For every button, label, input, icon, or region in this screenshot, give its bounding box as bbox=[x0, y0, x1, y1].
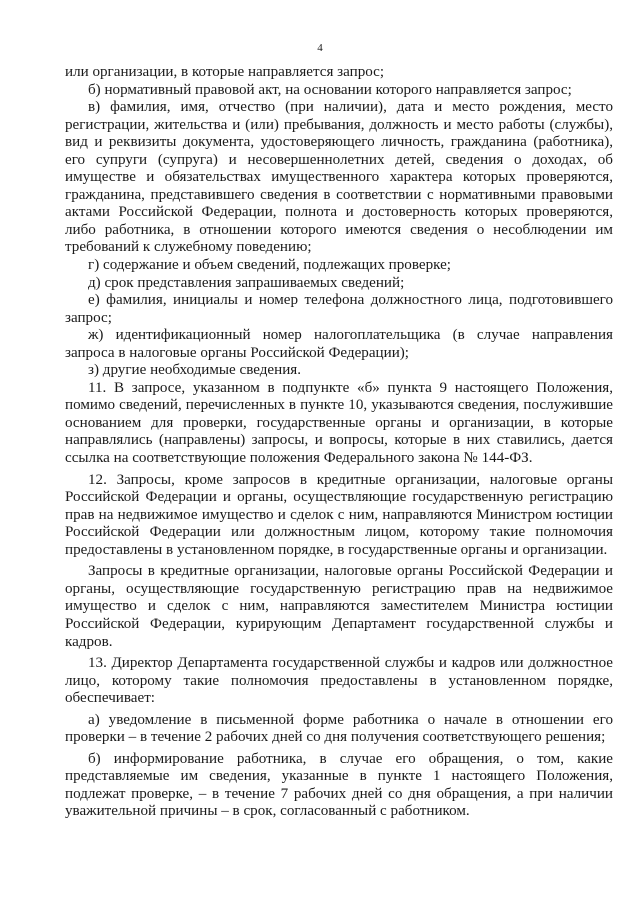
paragraph-item-z: з) другие необходимые сведения. bbox=[88, 362, 301, 379]
paragraph-item-e: е) фамилия, инициалы и номер телефона должностного лица, подготовившего запрос; bbox=[65, 292, 613, 326]
paragraph-item-g: г) содержание и объем сведений, подлежащих проверке; bbox=[88, 257, 451, 274]
paragraph-item-b: б) нормативный правовой акт, на основании которого направляется запрос; bbox=[88, 81, 572, 98]
paragraph-section-11: 11. В запросе, указанном в подпункте «б» пункта 9 настоящего Положения, помимо сведений, перечисленных в пункте 10, указываются сведения, послужившие основанием для проверки, государственные органы и организации, в которые направлялись (направлены) запросы, и вопросы, которые в них ставились, дается ссылка на соответствующие положения Федерального закона № 144-ФЗ. bbox=[65, 379, 613, 467]
page-number: 4 bbox=[317, 42, 323, 54]
paragraph-section-13-item-b: б) информирование работника, в случае его обращения, о том, какие представляемые им сведения, указанные в пункте 1 настоящего Положения, подлежат проверке, – в течение 7 рабочих дней со дня обращения, а при наличии уважительной причины – в срок, согласованный с работником. bbox=[65, 750, 613, 820]
paragraph-section-13-item-a: а) уведомление в письменной форме работника о начале в отношении его проверки – в течение 2 рабочих дней со дня получения соответствующего решения; bbox=[65, 711, 613, 746]
paragraph-section-12: 12. Запросы, кроме запросов в кредитные организации, налоговые органы Российской Федерации и органы, осуществляющие государственную регистрацию прав на недвижимое имущество и сделок с ним, направляются Министром юстиции Российской Федерации или должностным лицом, которому такие полномочия предоставлены в установленном порядке, в государственные органы и организации. bbox=[65, 471, 613, 558]
paragraph-item-d: д) срок представления запрашиваемых сведений; bbox=[88, 274, 405, 291]
document-body bbox=[65, 64, 613, 821]
paragraph-section-12-continued: Запросы в кредитные организации, налоговые органы Российской Федерации и органы, осуществляющие государственную регистрацию прав на недвижимое имущество и сделок с ним, направляются заместителем Министра юстиции Российской Федерации, курирующим Департамент государственной службы и кадров. bbox=[65, 563, 613, 650]
paragraph-item-zh: ж) идентификационный номер налогоплательщика (в случае направления запроса в налоговые органы Российской Федерации); bbox=[65, 327, 613, 361]
paragraph-section-13: 13. Директор Департамента государственной службы и кадров или должностное лицо, которому такие полномочия предоставлены в установленном порядке, обеспечивает: bbox=[65, 655, 613, 707]
paragraph-item-v: в) фамилия, имя, отчество (при наличии), дата и место рождения, место регистрации, жительства и (или) пребывания, должность и место работы (службы), вид и реквизиты документа, удостоверяющего личность, гражданина (работника), его супруги (супруга) и несовершеннолетних детей, сведения о доходах, об имуществе и обязательствах имущественного характера которых проверяются, гражданина, представившего сведения в соответствии с нормативными правовыми актами Российской Федерации, полнота и достоверность которых проверяются, либо работника, в отношении которого имеются сведения о несоблюдении им требований к служебному поведению; bbox=[65, 99, 613, 256]
paragraph-continuation: или организации, в которые направляется запрос; bbox=[65, 64, 385, 80]
